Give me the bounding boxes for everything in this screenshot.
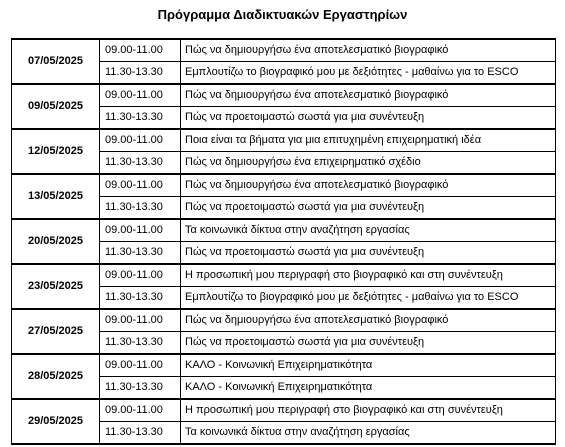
- time-cell: 09.00-11.00: [100, 129, 181, 152]
- date-cell: 12/05/2025: [12, 129, 100, 174]
- topic-cell: Πώς να προετοιμαστώ σωστά για μια συνέντευξη: [181, 242, 556, 265]
- time-cell: 11.30-13.30: [100, 422, 181, 445]
- time-cell: 11.30-13.30: [100, 332, 181, 355]
- table-row: [12, 354, 556, 377]
- topic-cell: Πώς να δημιουργήσω ένα αποτελεσματικό βιογραφικό: [181, 84, 556, 107]
- time-cell: 11.30-13.30: [100, 377, 181, 400]
- date-cell: 23/05/2025: [12, 264, 100, 309]
- topic-cell: Πώς να προετοιμαστώ σωστά για μια συνέντευξη: [181, 107, 556, 130]
- page-title: Πρόγραμμα Διαδικτυακών Εργαστηρίων: [157, 7, 408, 22]
- table-row: [12, 174, 556, 197]
- table-row: [12, 264, 556, 287]
- topic-cell: Η προσωπική μου περιγραφή στο βιογραφικό και στη συνέντευξη: [181, 264, 556, 287]
- time-cell: 11.30-13.30: [100, 197, 181, 220]
- topic-cell: Πώς να δημιουργήσω ένα αποτελεσματικό βιογραφικό: [181, 39, 556, 62]
- table-row: [12, 309, 556, 332]
- topic-cell: Πώς να δημιουργήσω ένα αποτελεσματικό βιογραφικό: [181, 309, 556, 332]
- table-row: [12, 84, 556, 107]
- date-cell: 09/05/2025: [12, 84, 100, 129]
- topic-cell: Πώς να δημιουργήσω ένα αποτελεσματικό βιογραφικό: [181, 174, 556, 197]
- schedule-body: [12, 39, 556, 444]
- topic-cell: ΚΑΛΟ - Κοινωνική Επιχειρηματικότητα: [181, 377, 556, 400]
- time-cell: 11.30-13.30: [100, 242, 181, 265]
- schedule-table: [11, 38, 556, 445]
- time-cell: 09.00-11.00: [100, 84, 181, 107]
- date-cell: 13/05/2025: [12, 174, 100, 219]
- topic-cell: ΚΑΛΟ - Κοινωνική Επιχειρηματικότητα: [181, 354, 556, 377]
- date-cell: 29/05/2025: [12, 399, 100, 444]
- table-row: [12, 39, 556, 62]
- topic-cell: Τα κοινωνικά δίκτυα στην αναζήτηση εργασίας: [181, 422, 556, 445]
- date-cell: 28/05/2025: [12, 354, 100, 399]
- topic-cell: Εμπλουτίζω το βιογραφικό μου με δεξιότητες - μαθαίνω για το ESCO: [181, 287, 556, 310]
- time-cell: 11.30-13.30: [100, 107, 181, 130]
- time-cell: 09.00-11.00: [100, 354, 181, 377]
- time-cell: 11.30-13.30: [100, 152, 181, 175]
- topic-cell: Ποια είναι τα βήματα για μια επιτυχημένη επιχειρηματική ιδέα: [181, 129, 556, 152]
- time-cell: 09.00-11.00: [100, 399, 181, 422]
- topic-cell: Πώς να προετοιμαστώ σωστά για μια συνέντευξη: [181, 332, 556, 355]
- topic-cell: Η προσωπική μου περιγραφή στο βιογραφικό και στη συνέντευξη: [181, 399, 556, 422]
- date-cell: 07/05/2025: [12, 39, 100, 84]
- time-cell: 09.00-11.00: [100, 39, 181, 62]
- table-row: [12, 399, 556, 422]
- table-row: [12, 129, 556, 152]
- topic-cell: Πώς να δημιουργήσω ένα επιχειρηματικό σχέδιο: [181, 152, 556, 175]
- table-row: [12, 219, 556, 242]
- time-cell: 11.30-13.30: [100, 287, 181, 310]
- topic-cell: Εμπλουτίζω το βιογραφικό μου με δεξιότητες - μαθαίνω για το ESCO: [181, 62, 556, 85]
- topic-cell: Πώς να προετοιμαστώ σωστά για μια συνέντευξη: [181, 197, 556, 220]
- time-cell: 09.00-11.00: [100, 264, 181, 287]
- time-cell: 09.00-11.00: [100, 219, 181, 242]
- topic-cell: Τα κοινωνικά δίκτυα στην αναζήτηση εργασίας: [181, 219, 556, 242]
- time-cell: 09.00-11.00: [100, 174, 181, 197]
- time-cell: 11.30-13.30: [100, 62, 181, 85]
- time-cell: 09.00-11.00: [100, 309, 181, 332]
- date-cell: 27/05/2025: [12, 309, 100, 354]
- date-cell: 20/05/2025: [12, 219, 100, 264]
